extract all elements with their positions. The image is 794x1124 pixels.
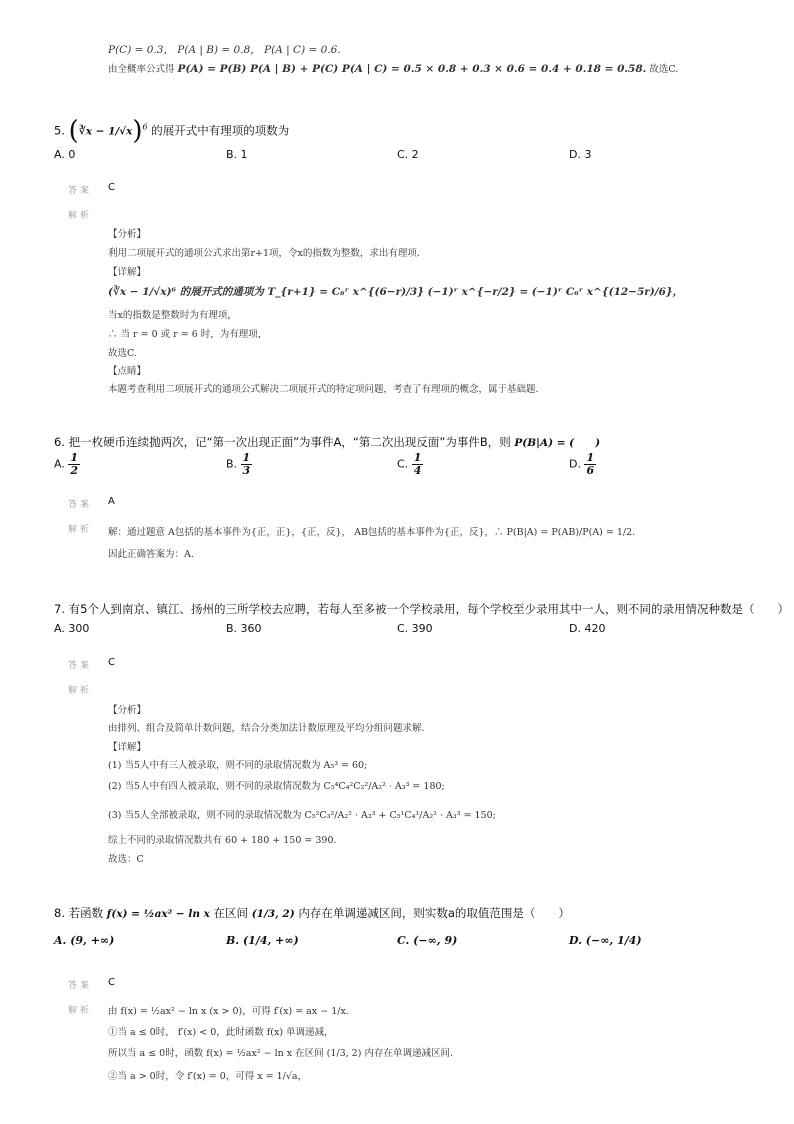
question-5-option-c: C. 2 <box>397 148 419 161</box>
question-5-detail-line: 当x的指数是整数时为有理项， <box>108 310 237 321</box>
question-5-exponent: 6 <box>142 122 148 132</box>
question-8-analysis-label: 解析 <box>68 1006 93 1016</box>
question-6-answer-label: 答案 <box>68 500 93 510</box>
paren-close: ) <box>132 116 143 146</box>
question-8-case-1: ①当 a ≤ 0时， f′(x) < 0，此时函数 f(x) 单调递减， <box>108 1027 334 1038</box>
question-5-option-d: D. 3 <box>569 148 592 161</box>
question-6-option-b <box>226 452 252 477</box>
question-7-case-2: (2) 当5人中有四人被录取，则不同的录取情况数为 C₅⁴C₄²C₂²/A₂² · A₃³ = 180; <box>108 781 445 792</box>
question-6-option-d <box>569 452 596 477</box>
question-8-text-1: 若函数 <box>68 906 104 920</box>
question-8-interval: (1/3, 2) <box>251 908 295 920</box>
paren-open: ( <box>68 116 79 146</box>
question-6-option-c <box>397 452 423 477</box>
question-7-analysis-line: 由排列、组合及简单计数问题，结合分类加法计数原理及平均分组问题求解. <box>108 723 425 734</box>
question-8-case-1-conclusion: 所以当 a ≤ 0时，函数 f(x) = ½ax² − ln x 在区间 (1/3, 2) 内存在单调递减区间. <box>108 1048 453 1059</box>
question-7-stem <box>54 601 789 617</box>
question-8-answer-label: 答案 <box>68 981 93 991</box>
option-fraction <box>584 452 596 477</box>
prev-solution-line-2 <box>108 61 678 75</box>
option-letter: C. <box>397 457 409 471</box>
question-7-option-a: A. 300 <box>54 622 90 635</box>
question-6-conclusion: 因此正确答案为：A. <box>108 549 194 560</box>
fraction-numerator: 1 <box>586 451 595 464</box>
question-8-option-c: C. (−∞, 9) <box>397 934 458 947</box>
fraction-denominator: 6 <box>586 464 595 478</box>
question-6-expression: P(B|A) = ( ) <box>514 437 601 449</box>
question-6-stem <box>54 434 600 450</box>
question-6-analysis-label: 解析 <box>68 525 93 535</box>
question-8-option-b: B. (1/4, +∞) <box>226 934 299 947</box>
fraction-denominator: 4 <box>413 464 422 478</box>
option-fraction <box>241 452 253 477</box>
question-5-text: 的展开式中有理项的项数为 <box>151 123 290 138</box>
total-probability-formula: P(A) = P(B) P(A | B) + P(C) P(A | C) = 0.5 × 0.8 + 0.3 × 0.6 = 0.4 + 0.18 = 0.58. <box>177 63 647 75</box>
option-fraction <box>68 452 80 477</box>
question-5-remark-heading: 【点睛】 <box>108 366 147 377</box>
question-7-answer-label: 答案 <box>68 661 93 671</box>
fraction-denominator: 2 <box>70 464 78 478</box>
question-8-case-2: ②当 a > 0时，令 f′(x) = 0，可得 x = 1/√a， <box>108 1071 308 1082</box>
question-8-stem <box>54 905 570 921</box>
prev-solution-line-1 <box>108 42 341 57</box>
question-6-answer: A <box>108 496 115 507</box>
prev-solution-intro: 由全概率公式得 <box>108 64 175 75</box>
question-7-number: 7. <box>54 602 65 616</box>
question-5-answer: C <box>108 182 115 193</box>
question-7-answer: C <box>108 657 115 668</box>
question-6-number: 6. <box>54 435 65 449</box>
question-7-analysis-label: 解析 <box>68 686 93 696</box>
question-5-general-term: (∛x − 1/√x)⁶ 的展开式的通项为 T_{r+1} = C₆ʳ x^{(6−r)/3} (−1)ʳ x^{−r/2} = (−1)ʳ C₆ʳ x^{(12−5r)/6}， <box>108 286 684 298</box>
question-5-analysis-heading: 【分析】 <box>108 229 147 240</box>
question-7-option-d: D. 420 <box>569 622 606 635</box>
question-8-number: 8. <box>54 906 65 920</box>
option-letter: D. <box>569 457 581 471</box>
question-7-text: 有5个人到南京、镇江、扬州的三所学校去应聘，若每人至多被一个学校录用，每个学校至少录用其中一人，则不同的录用情况种数是（ ） <box>68 602 789 616</box>
question-8-derivative: 由 f(x) = ½ax² − ln x (x > 0)，可得 f′(x) = ax − 1/x. <box>108 1006 349 1017</box>
question-5-conclusion: 故选C. <box>108 348 137 359</box>
question-8-text-2: 在区间 <box>213 906 249 920</box>
question-8-text-3: 内存在单调递减区间，则实数a的取值范围是（ ） <box>298 906 570 920</box>
question-5-answer-label: 答案 <box>68 186 93 196</box>
question-7-conclusion: 故选：C <box>108 854 144 865</box>
question-5-analysis-line: 利用二项展开式的通项公式求出第r+1项，令x的指数为整数，求出有理项. <box>108 248 420 259</box>
question-7-option-b: B. 360 <box>226 622 262 635</box>
question-7-total: 综上不同的录取情况数共有 60 + 180 + 150 = 390. <box>108 835 337 846</box>
question-7-case-1: (1) 当5人中有三人被录取，则不同的录取情况数为 A₅³ = 60; <box>108 760 368 771</box>
option-letter: A. <box>54 457 65 471</box>
question-8-option-d: D. (−∞, 1/4) <box>569 934 642 947</box>
fraction-denominator: 3 <box>242 464 251 478</box>
option-fraction <box>412 452 424 477</box>
question-7-analysis-heading: 【分析】 <box>108 705 147 716</box>
question-7-detail-heading: 【详解】 <box>108 742 147 753</box>
option-letter: B. <box>226 457 238 471</box>
question-7-option-c: C. 390 <box>397 622 433 635</box>
prev-solution-conclusion: 故选C. <box>649 64 679 75</box>
question-7-case-3: (3) 当5人全部被录取，则不同的录取情况数为 C₅²C₃²/A₂² · A₃³ + C₅¹C₄¹/A₂² · A₃³ = 150; <box>108 810 496 821</box>
question-6-solution-line: 解：通过题意 A包括的基本事件为{正，正}，{正，反}， AB包括的基本事件为{正，反}，∴ P(B|A) = P(AB)/P(A) = 1/2. <box>108 527 636 538</box>
question-5-option-a: A. 0 <box>54 148 76 161</box>
question-5-stem <box>54 116 289 146</box>
question-6-option-a <box>54 452 80 477</box>
question-5-remark: 本题考查利用二项展开式的通项公式解决二项展开式的特定项问题，考查了有理项的概念，属于基础题. <box>108 384 539 395</box>
question-5-analysis-label: 解析 <box>68 211 93 221</box>
fraction-numerator: 1 <box>242 451 251 464</box>
question-5-detail-heading: 【详解】 <box>108 267 147 278</box>
question-6-text: 把一枚硬币连续抛两次，记“第一次出现正面”为事件A，“第二次出现反面”为事件B，则 <box>68 435 511 449</box>
question-5-number: 5. <box>54 123 65 138</box>
fraction-numerator: 1 <box>413 451 422 464</box>
question-5-expression: ∛x − 1/√x <box>78 125 133 138</box>
fraction-numerator: 1 <box>70 451 78 464</box>
question-8-option-a: A. (9, +∞) <box>54 934 115 947</box>
question-5-detail-line: ∴ 当 r = 0 或 r = 6 时，为有理项， <box>108 329 268 340</box>
question-5-option-b: B. 1 <box>226 148 248 161</box>
question-8-function: f(x) = ½ax² − ln x <box>106 908 210 920</box>
question-8-answer: C <box>108 977 115 988</box>
prev-solution-probabilities: P(C) = 0.3， P(A | B) = 0.8， P(A | C) = 0.6. <box>108 44 341 56</box>
